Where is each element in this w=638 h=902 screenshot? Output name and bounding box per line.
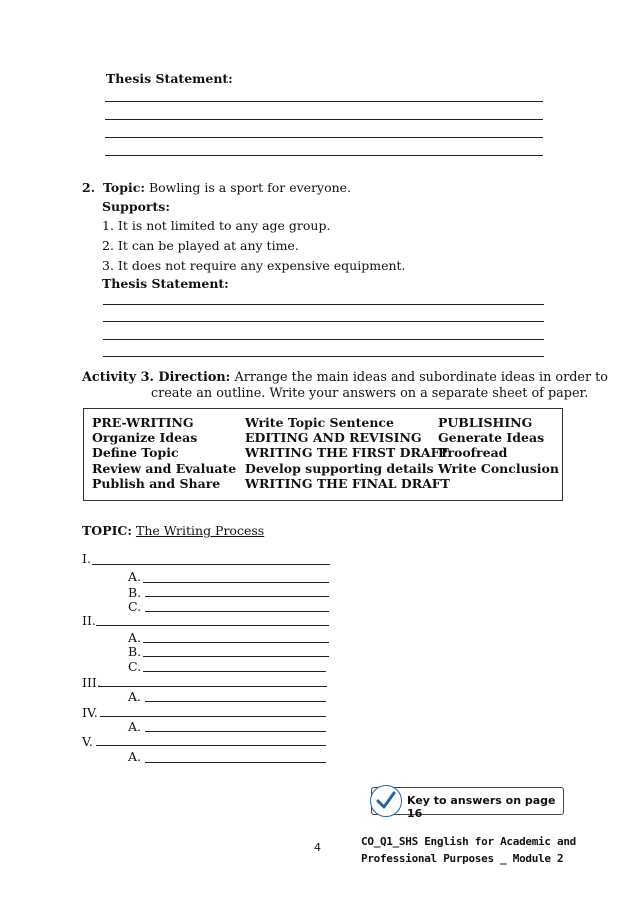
footer-line-1: CO_Q1_SHS English for Academic and bbox=[361, 835, 576, 848]
answer-line[interactable] bbox=[98, 686, 327, 687]
answer-line[interactable] bbox=[103, 321, 544, 322]
outline-letter: C. bbox=[128, 659, 142, 674]
answer-line[interactable] bbox=[105, 137, 543, 138]
answer-line[interactable] bbox=[145, 701, 326, 702]
word-box bbox=[83, 408, 563, 501]
outline-numeral: IV. bbox=[82, 705, 98, 720]
answer-line[interactable] bbox=[92, 564, 330, 565]
word-item: EDITING AND REVISING bbox=[245, 430, 422, 446]
word-item: Review and Evaluate bbox=[92, 460, 237, 476]
outline-numeral: III. bbox=[82, 675, 101, 690]
footer-module-code bbox=[361, 833, 576, 867]
outline-numeral: V. bbox=[82, 734, 93, 749]
outline-letter: A. bbox=[128, 689, 142, 704]
answer-line[interactable] bbox=[145, 596, 329, 597]
support-item: 3. It does not require any expensive equipment. bbox=[102, 258, 406, 273]
answer-line[interactable] bbox=[143, 582, 329, 583]
word-item: PUBLISHING bbox=[438, 415, 533, 430]
answer-line[interactable] bbox=[145, 611, 329, 612]
thesis-label-1: Thesis Statement: bbox=[106, 71, 233, 86]
outline-letter: B. bbox=[128, 585, 142, 600]
support-item: 2. It can be played at any time. bbox=[102, 238, 299, 253]
thesis-label-2: Thesis Statement: bbox=[102, 276, 229, 291]
answer-line[interactable] bbox=[96, 625, 329, 626]
word-column-2 bbox=[245, 415, 450, 491]
outline-letter: A. bbox=[128, 569, 142, 584]
answer-line[interactable] bbox=[143, 642, 329, 643]
word-column-3 bbox=[438, 415, 559, 476]
item-number: 2. bbox=[82, 180, 96, 195]
outline-letter: A. bbox=[128, 719, 142, 734]
word-item: Write Topic Sentence bbox=[245, 415, 394, 430]
outline-letter: C. bbox=[128, 599, 142, 614]
answer-line[interactable] bbox=[105, 101, 543, 102]
topic-text: Bowling is a sport for everyone. bbox=[148, 180, 352, 195]
outline-numeral: II. bbox=[82, 613, 96, 628]
word-item: WRITING THE FIRST DRAFT bbox=[245, 445, 449, 461]
answer-line[interactable] bbox=[103, 356, 544, 357]
answer-line[interactable] bbox=[100, 716, 326, 717]
checkmark-icon bbox=[370, 785, 402, 817]
answer-line[interactable] bbox=[143, 656, 329, 657]
topic-label: Topic: bbox=[103, 180, 145, 195]
supports-label: Supports: bbox=[102, 199, 170, 214]
word-column-1 bbox=[92, 415, 236, 491]
answer-key-text: Key to answers on page 16 bbox=[407, 794, 556, 820]
item-2 bbox=[82, 180, 351, 195]
direction-line-2: create an outline. Write your answers on a separate sheet of paper. bbox=[151, 386, 589, 401]
word-item: Write Conclusion bbox=[438, 460, 559, 476]
answer-line[interactable] bbox=[96, 745, 326, 746]
word-item: PRE-WRITING bbox=[92, 415, 194, 430]
activity-label: Activity 3. Direction: bbox=[82, 370, 231, 385]
outline-numeral: I. bbox=[82, 551, 91, 566]
word-item: Proofread bbox=[438, 445, 508, 461]
answer-line[interactable] bbox=[145, 762, 326, 763]
outline-topic bbox=[82, 523, 264, 538]
topic-title: The Writing Process bbox=[135, 523, 265, 538]
outline-letter: A. bbox=[128, 630, 142, 645]
page-number: 4 bbox=[314, 841, 321, 854]
answer-line[interactable] bbox=[103, 339, 544, 340]
answer-line[interactable] bbox=[105, 155, 543, 156]
word-item: Develop supporting details bbox=[245, 460, 434, 476]
answer-key-box bbox=[371, 787, 564, 820]
answer-line[interactable] bbox=[105, 119, 543, 120]
support-item: 1. It is not limited to any age group. bbox=[102, 218, 331, 233]
answer-line[interactable] bbox=[143, 671, 326, 672]
word-item: Define Topic bbox=[92, 445, 179, 461]
word-item: Organize Ideas bbox=[92, 430, 198, 446]
word-item: WRITING THE FINAL DRAFT bbox=[245, 475, 450, 491]
word-item: Publish and Share bbox=[92, 475, 221, 491]
outline-letter: B. bbox=[128, 644, 142, 659]
outline-letter: A. bbox=[128, 749, 142, 764]
activity-direction bbox=[82, 369, 608, 386]
word-item: Generate Ideas bbox=[438, 430, 545, 446]
footer-line-2: Professional Purposes _ Module 2 bbox=[361, 852, 564, 865]
direction-line-1: Arrange the main ideas and subordinate ideas in order to bbox=[234, 370, 608, 385]
answer-line[interactable] bbox=[145, 731, 326, 732]
topic-label: TOPIC: bbox=[82, 523, 132, 538]
answer-line[interactable] bbox=[103, 304, 544, 305]
